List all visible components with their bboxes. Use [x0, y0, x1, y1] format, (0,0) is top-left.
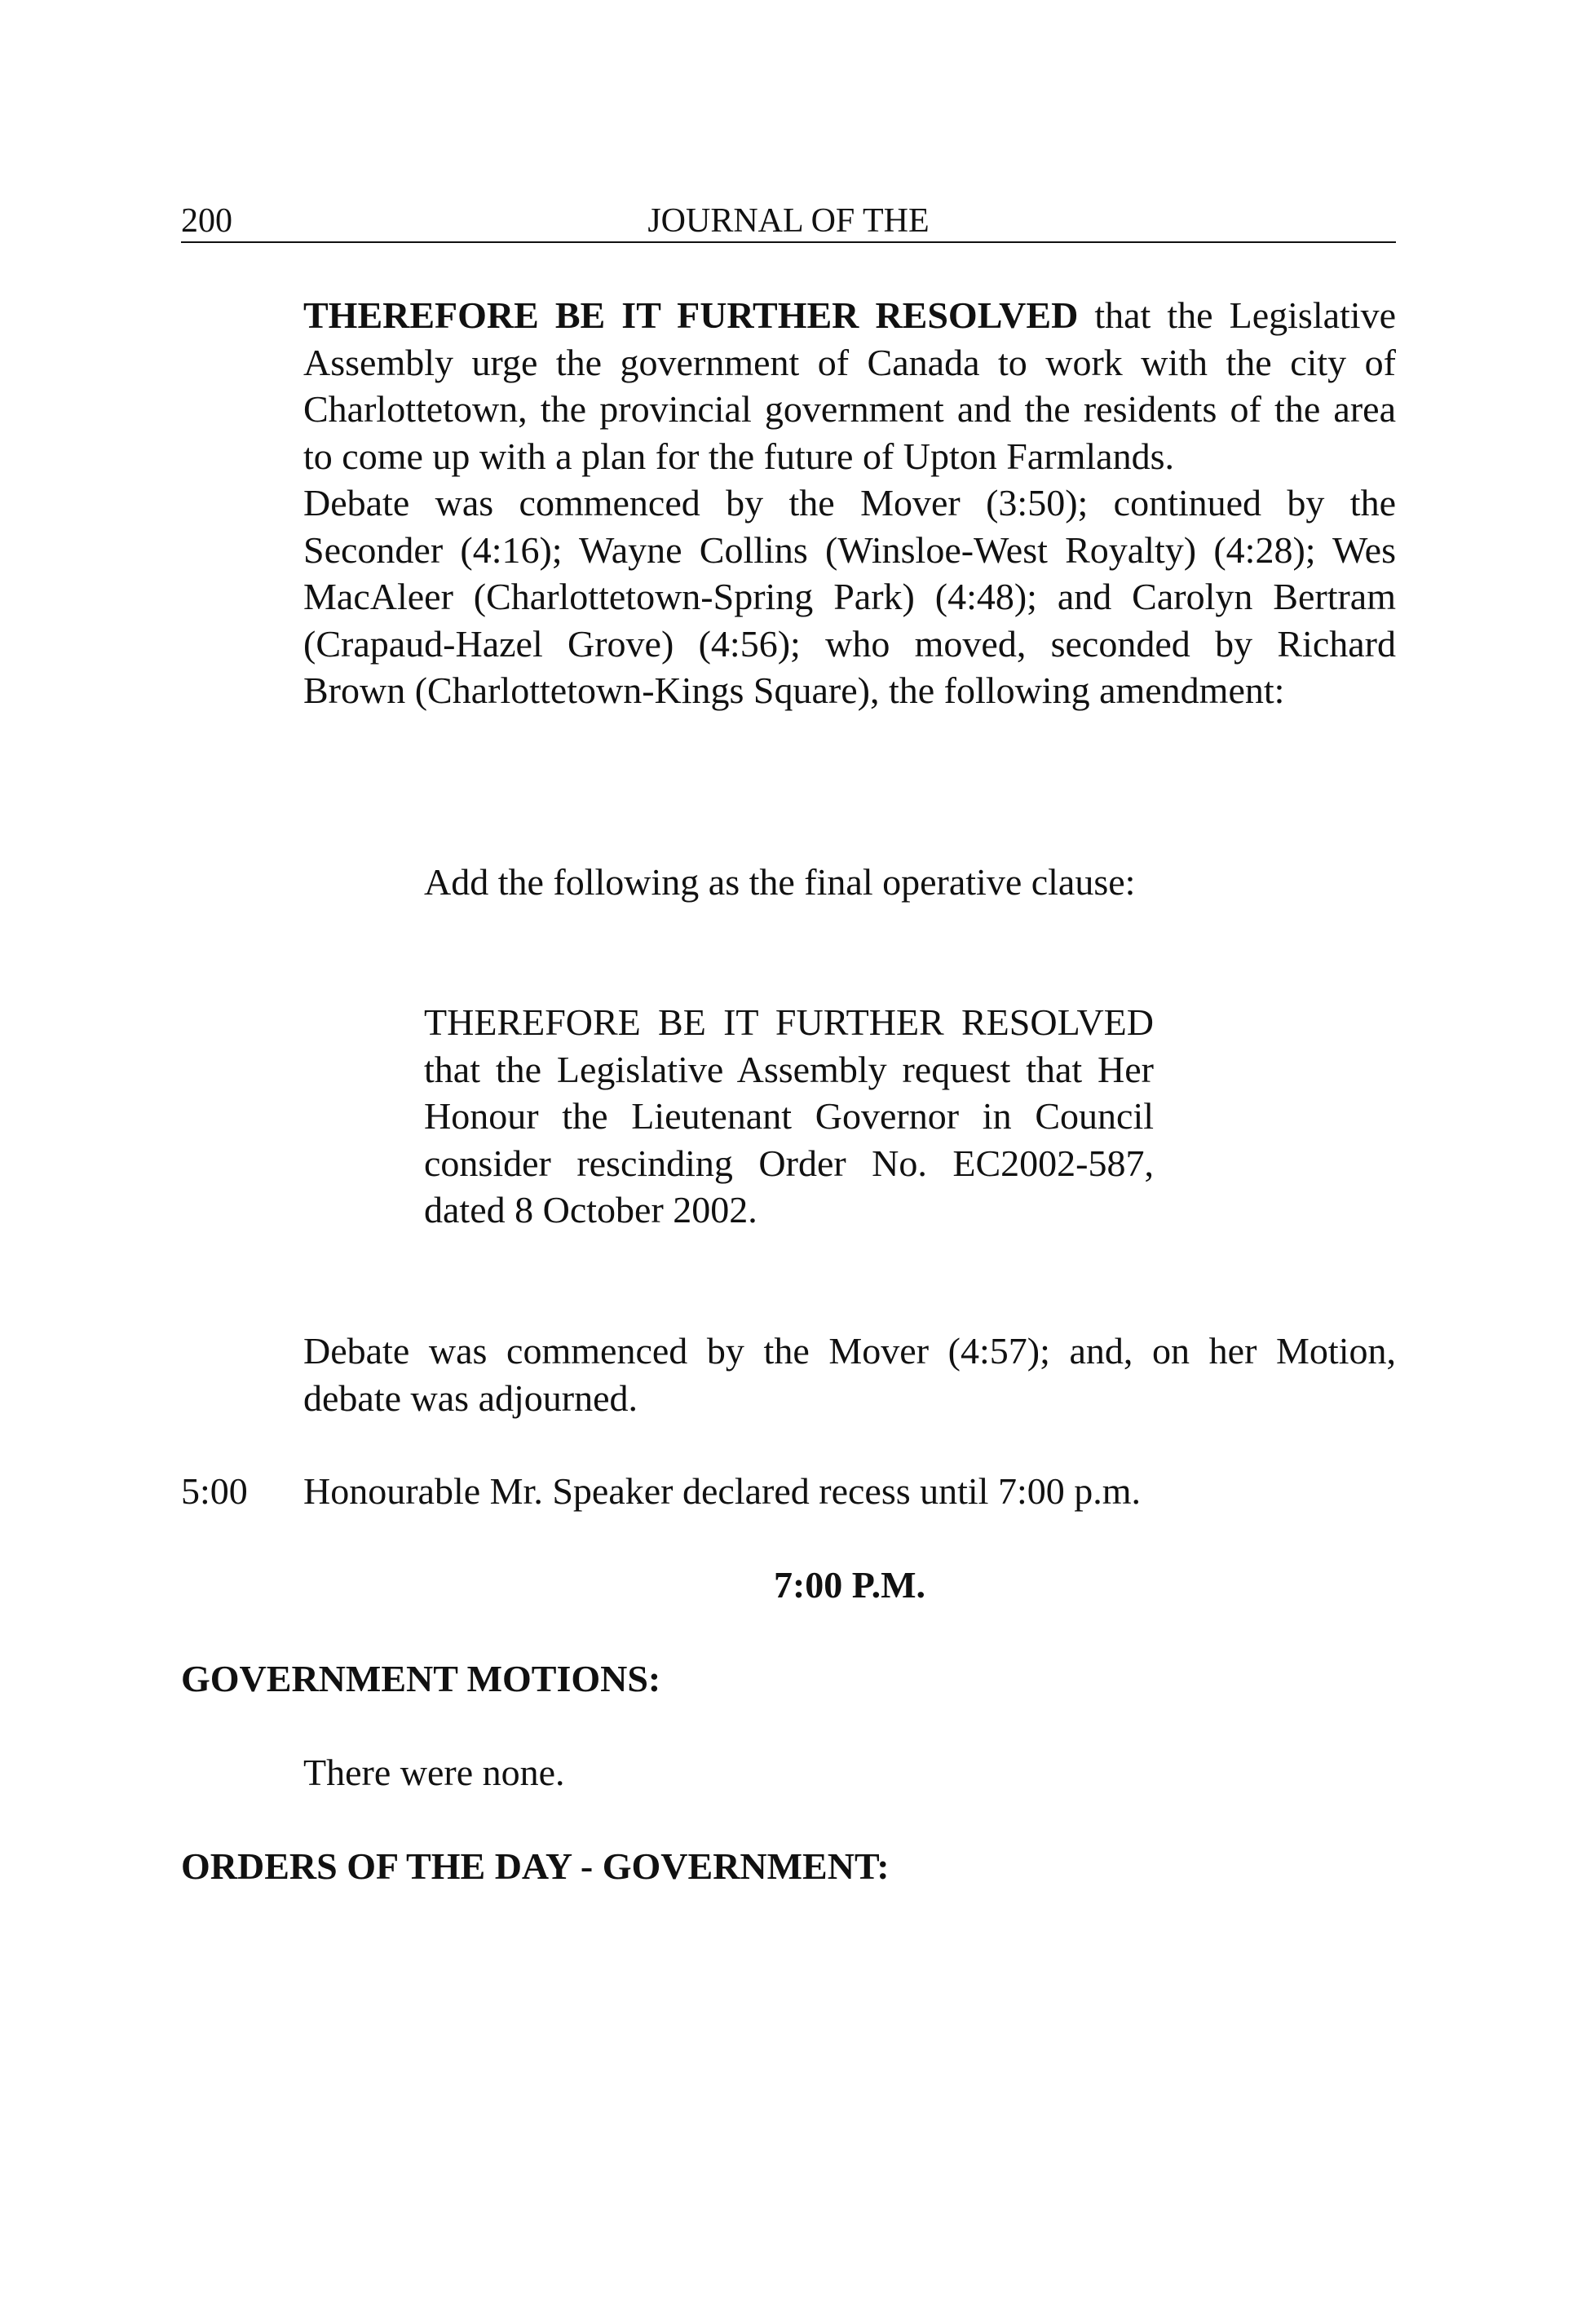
resolution-text: that the Legislative Assembly urge the government of Canada to work with the city of Charlottetown, the provincial government and the residents of the area to come up with a plan for the future of Upton Farmlands.	[303, 294, 1397, 477]
debate-adjourned-paragraph	[303, 1328, 1396, 1421]
government-motions-heading: GOVERNMENT MOTIONS:	[181, 1658, 661, 1699]
evening-time-heading: 7:00 P.M.	[773, 1564, 926, 1606]
amendment-intro-text: Add the following as the final operative clause:	[424, 861, 1136, 903]
resolution-paragraph	[303, 292, 1396, 714]
orders-of-the-day-heading: ORDERS OF THE DAY - GOVERNMENT:	[181, 1845, 890, 1887]
amendment-clause-text: THEREFORE BE IT FURTHER RESOLVED that the Legislative Assembly request that Her Honour the Lieutenant Governor in Council consider rescinding Order No. EC2002-587, dated 8 October 2002.	[424, 1001, 1154, 1230]
resolution-lead: THEREFORE BE IT FURTHER RESOLVED	[303, 294, 1079, 336]
page-number: 200	[181, 202, 232, 240]
amendment-intro	[424, 859, 1154, 906]
amendment-clause	[424, 999, 1154, 1234]
debate-adjourned-text: Debate was commenced by the Mover (4:57); and, on her Motion, debate was adjourned.	[303, 1330, 1396, 1419]
page-header	[181, 201, 1396, 243]
recess-paragraph	[303, 1468, 1396, 1515]
debate-paragraph: Debate was commenced by the Mover (3:50); continued by the Seconder (4:16); Wayne Collins (Winsloe-West Royalty) (4:28); Wes MacAleer (Charlottetown-Spring Park) (4:48); and Carolyn Bertram (Crapaud-Hazel Grove) (4:56); who moved, seconded by Richard Brown (Charlottetown-Kings Square), the following amendment:	[303, 482, 1396, 711]
recess-time: 5:00	[181, 1470, 248, 1512]
recess-text: Honourable Mr. Speaker declared recess until 7:00 p.m.	[303, 1470, 1142, 1512]
government-motions-paragraph	[303, 1749, 1396, 1796]
journal-title: JOURNAL OF THE	[647, 202, 930, 240]
government-motions-text: There were none.	[303, 1752, 565, 1793]
